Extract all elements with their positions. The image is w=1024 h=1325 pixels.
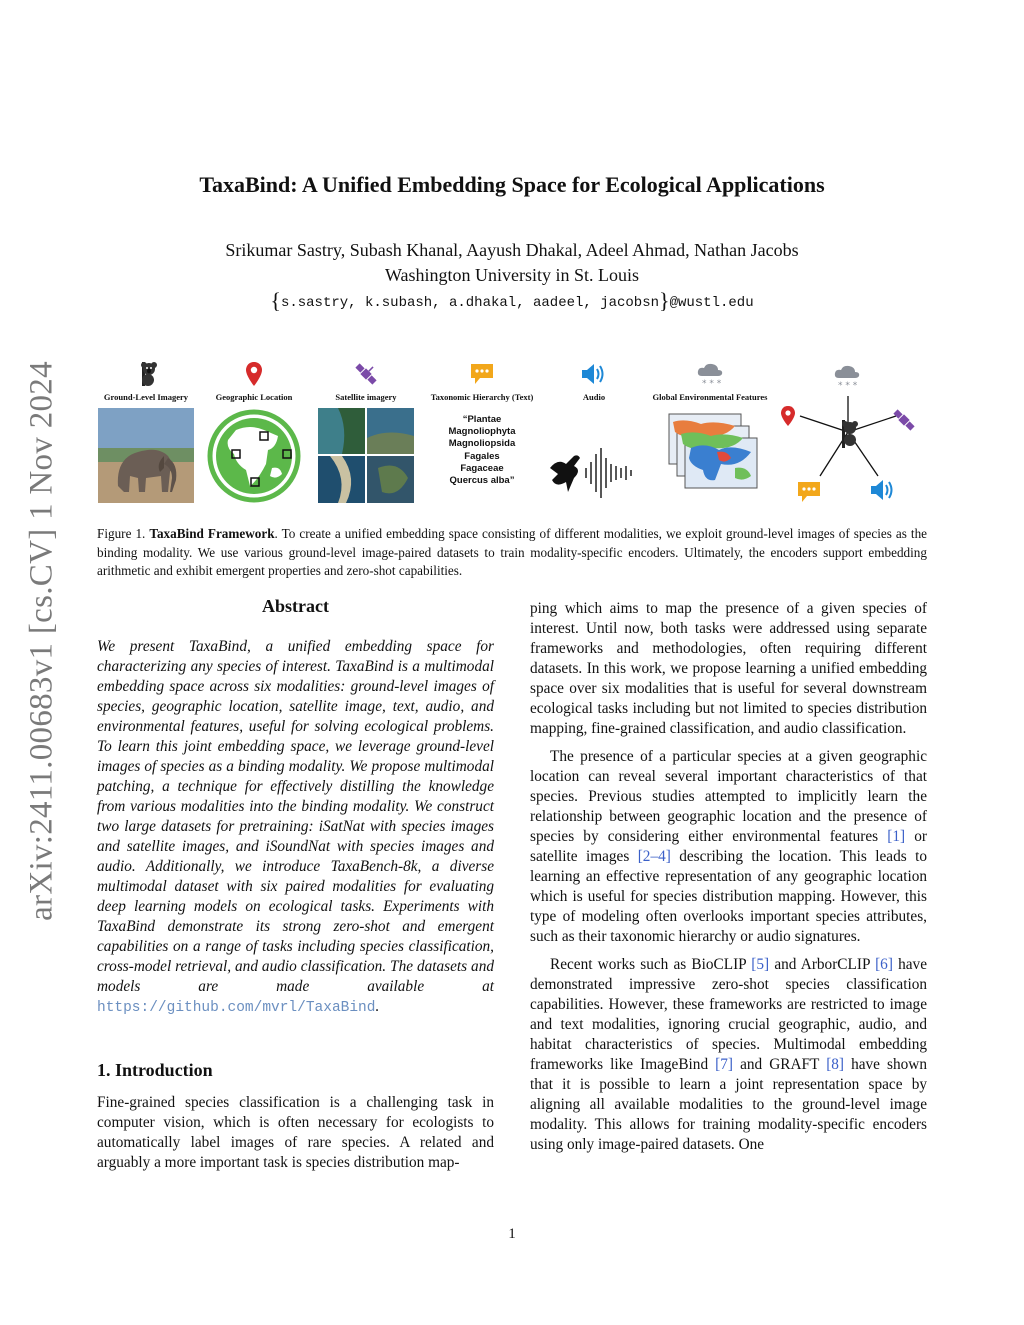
figure-1 [96, 360, 928, 510]
affiliation: Washington University in St. Louis [384, 265, 640, 285]
elephant-photo [98, 408, 194, 503]
caption-prefix: Figure 1. [97, 526, 146, 541]
modality-hub [776, 360, 926, 510]
panel-hub-diagram [776, 360, 926, 510]
email-close-brace: } [659, 288, 670, 313]
abstract-text: We present TaxaBind, a unified embedding space for characterizing any species of interest. TaxaBind is a multimodal embedding space across six modalities: ground-level images of species, geographic location, satellite image, text, audio, and environmental features, useful for solving ecological problems. To learn this joint embedding space, we leverage ground-level images of species as a binding modality. We propose multimodal patching, a technique for effectively distilling the knowledge from various modalities into the binding modality. We construct two large datasets for pretraining: iSatNat with species images and satellite images, and iSoundNat with species images and audio. Additionally, we introduce TaxaBench-8k, a diverse multimodal dataset with six paired modalities for evaluating deep learning models on ecological tasks. Experiments with TaxaBind demonstrate its strong zero-shot and emergent capabilities on a range of tasks including species classification, cross-model retrieval, and audio classification. The datasets and models are made available at [97, 638, 494, 995]
koala-icon [133, 360, 159, 388]
abstract-end: . [375, 998, 380, 1015]
speech-bubble-icon [469, 360, 495, 388]
panel-environmental-features [648, 360, 772, 508]
svg-text:* * *: * * * [702, 379, 722, 388]
panel-audio [544, 360, 644, 508]
para-text: The presence of a particular species at a given geographic location can reveal several important characteristics of that species. Previous studies attempted to implicitly learn the relationship between geographic location and the presence of species by considering either environmental features [530, 748, 927, 845]
page-number: 1 [508, 1226, 516, 1242]
citation-link[interactable]: [2–4] [637, 848, 671, 865]
panel-label: Audio [582, 392, 606, 402]
citation-link[interactable]: [1] [887, 828, 906, 845]
taxon-line: Magnoliopsida [448, 438, 516, 450]
caption-bold: TaxaBind Framework [149, 526, 275, 541]
location-pin-icon [781, 406, 795, 426]
speaker-icon [579, 360, 609, 388]
panel-label: Taxonomic Hierarchy (Text) [430, 392, 534, 402]
author-list: Srikumar Sastry, Subash Khanal, Aayush Dhakal, Adeel Ahmad, Nathan Jacobs [225, 240, 799, 260]
panel-geographic-location [204, 360, 304, 508]
body-paragraph-3 [530, 955, 927, 1155]
email-open-brace: { [270, 288, 281, 313]
taxon-line: Quercus alba” [449, 475, 515, 487]
svg-text:* * *: * * * [838, 381, 858, 391]
caption-text: . To create a unified embedding space consisting of different modalities, we exploit ground-level images of species as the binding modality. We use various ground-level image-paired datasets to train modality-specific encoders. Ultimately, the encoders support embedding arithmetic and exhibit emergent properties and zero-shot capabilities. [97, 526, 928, 578]
github-link[interactable]: https://github.com/mvrl/TaxaBind [97, 1000, 376, 1016]
intro-paragraph: Fine-grained species classification is a challenging task in computer vision, which is often necessary for ecologists to automatically label images of rare species. A related and arguably a more important task is species distribution map- [97, 1094, 494, 1171]
speech-bubble-icon [798, 482, 820, 502]
bird-waveform [544, 408, 644, 503]
panel-taxonomic-hierarchy [426, 360, 538, 487]
satellite-icon [352, 360, 380, 388]
panel-label: Global Environmental Features [652, 392, 768, 402]
panel-label: Satellite imagery [335, 392, 397, 402]
taxonomy-text [426, 414, 538, 487]
panel-label: Ground-Level Imagery [103, 392, 189, 402]
para-text: and GRAFT [733, 1056, 827, 1073]
para-text: and ArborCLIP [769, 956, 876, 973]
snow-cloud-icon [835, 366, 859, 391]
email-domain: @wustl.edu [669, 295, 754, 311]
author-emails [0, 288, 1024, 314]
citation-link[interactable]: [5] [751, 956, 770, 973]
taxon-line: “Plantae [462, 414, 502, 425]
abstract-heading: Abstract [262, 596, 329, 616]
climate-map-stack [655, 408, 765, 503]
taxon-line: Magnoliophyta [448, 426, 516, 438]
email-names: s.sastry, k.subash, a.dhakal, aadeel, jacobsn [280, 295, 660, 311]
para-text: Recent works such as BioCLIP [550, 956, 752, 973]
para-text: or satellite images [530, 828, 927, 865]
arxiv-stamp [22, 355, 62, 927]
citation-link[interactable]: [6] [875, 956, 893, 973]
para-text: have demonstrated impressive zero-shot species classification capabilities. However, these frameworks are restricted to image and text modalities, ignoring crucial geographic, audio, and habitat characteristics of species. Multimodal embedding frameworks like ImageBind [530, 956, 927, 1073]
taxon-line: Fagaceae [460, 462, 504, 474]
snow-cloud-icon [695, 360, 725, 388]
body-paragraph-2 [530, 747, 927, 947]
citation-link[interactable]: [7] [715, 1056, 734, 1073]
satellite-icon [893, 409, 916, 432]
satellite-tiles [318, 408, 414, 503]
globe-graphic [206, 408, 302, 503]
para-text: describing the location. This leads to learning an effective representation of any geographic location which is useful for species distribution mapping. However, this type of modeling often overlooks important species attributes, such as their taxonomic hierarchy or audio signatures. [530, 848, 927, 945]
para-text: have shown that it is possible to learn a joint representation space by aligning all available modalities to the ground-level image modality. This allows for training modality-specific encoders using only image-paired datasets. One [530, 1056, 927, 1153]
body-paragraph-1: ping which aims to map the presence of a given species of interest. Until now, both tasks were addressed using separate frameworks and methodologies, often requiring different datasets. In this work, we propose learning a unified embedding space over six modalities that is useful for several downstream ecological tasks including but not limited to species distribution mapping, fine-grained classification, and audio classification. [530, 600, 927, 737]
figure-caption [97, 525, 927, 581]
location-pin-icon [245, 360, 263, 388]
paper-title: TaxaBind: A Unified Embedding Space for Ecological Applications [199, 172, 825, 197]
taxon-line: Fagales [464, 450, 500, 462]
left-column [97, 596, 494, 1173]
citation-link[interactable]: [8] [826, 1056, 845, 1073]
panel-ground-level [96, 360, 196, 508]
speaker-icon [871, 480, 892, 500]
panel-label: Geographic Location [215, 392, 293, 402]
right-column [530, 599, 927, 1155]
abstract-body [97, 637, 494, 1018]
section-heading-introduction: 1. Introduction [97, 1060, 213, 1080]
arxiv-id: arXiv:2411.00683v1 [cs.CV] 1 Nov 2024 [23, 361, 60, 921]
panel-satellite-imagery [316, 360, 416, 508]
